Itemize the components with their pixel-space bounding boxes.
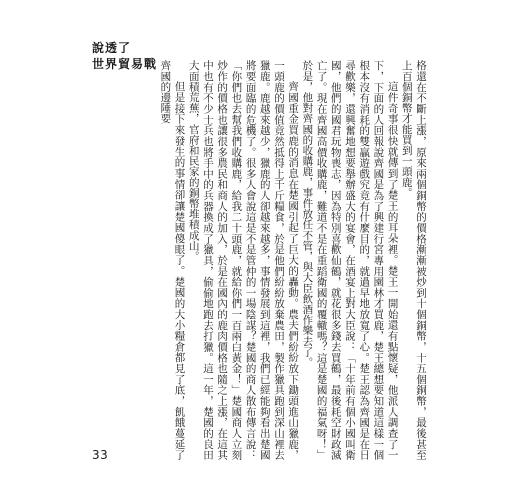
page-number: 33 [92, 448, 109, 462]
paragraph: 這件奇事很快就傳到了楚王的耳朵裡。楚王一開始還有點懷疑，他派人調查了一下，下面的人回報說齊國是為了興建行宮專用園林才買鹿，楚王總想要知道這樣一個根本沒有消耗的雙贏遊戲究竟有什麼目的，就過早地放寬了心。楚王認為齊國是在日尋歡樂，還興奮地想要舉辦盛大的宴會，在酒宴上對大臣說：「十年前有個小國叫衛國，他們的國君玩物喪志，因為特別喜歡仙鶴，就花很多錢去買鶴，最後耗空財政滅亡了。現在齊國高價收購鹿，難道不是在重蹈衛國的覆轍嗎？這是楚國的福氣呀！」於是，他對齊國的收購鹿，事件放任不管，與大臣飲酒作樂去了。 [301, 60, 399, 460]
paragraph-continued: 格還在不斷上漲，原來兩個銅幣的價格漸漸被炒到十個銅幣，十五個銅幣，最後甚至上百個銅幣才能買到一頭鹿。 [400, 60, 427, 460]
paragraph: 但是接下來發生的事情卻讓楚國傻眼了。楚國的大小糧倉都見了底，飢餓蔓延了齊國的邊陲要 [159, 60, 186, 460]
paragraph: 齊國重金買鹿的消息在楚國引起了巨大的轟動。農夫們紛紛放下鋤頭進山獵鹿，一頭鹿的價值竟然抵得上千斤糧食，於是他們紛紛放棄農田，製作獵具跑到深山裡去獵鹿。鹿越來越少，獵鹿的人卻越來越多，事情發展到這裡，我們已經能夠看出楚國將要面臨的危機了。很多人會說這是不是管仲的一場陰謀？楚國的商人散布傳言說：「你們也去幫我們收購鹿，給我二十頭鹿，就給你們一百兩白黃金！」楚國商人立刻炒作的價格也讓很多農民和商人的加入，於是在國內的鹿肉價格也隨之上漲，在這其中也有不少士兵也將手中的兵器換成了獵具，偷偷地跑去打獵。這一年，楚國的良田大面積荒蕪，官府和民家的銅幣堆積成山。 [187, 60, 300, 460]
vertical-body-text [120, 60, 428, 460]
running-head-series: 說透了 [92, 41, 132, 55]
running-head-title: 世界貿易戰 [92, 57, 158, 71]
